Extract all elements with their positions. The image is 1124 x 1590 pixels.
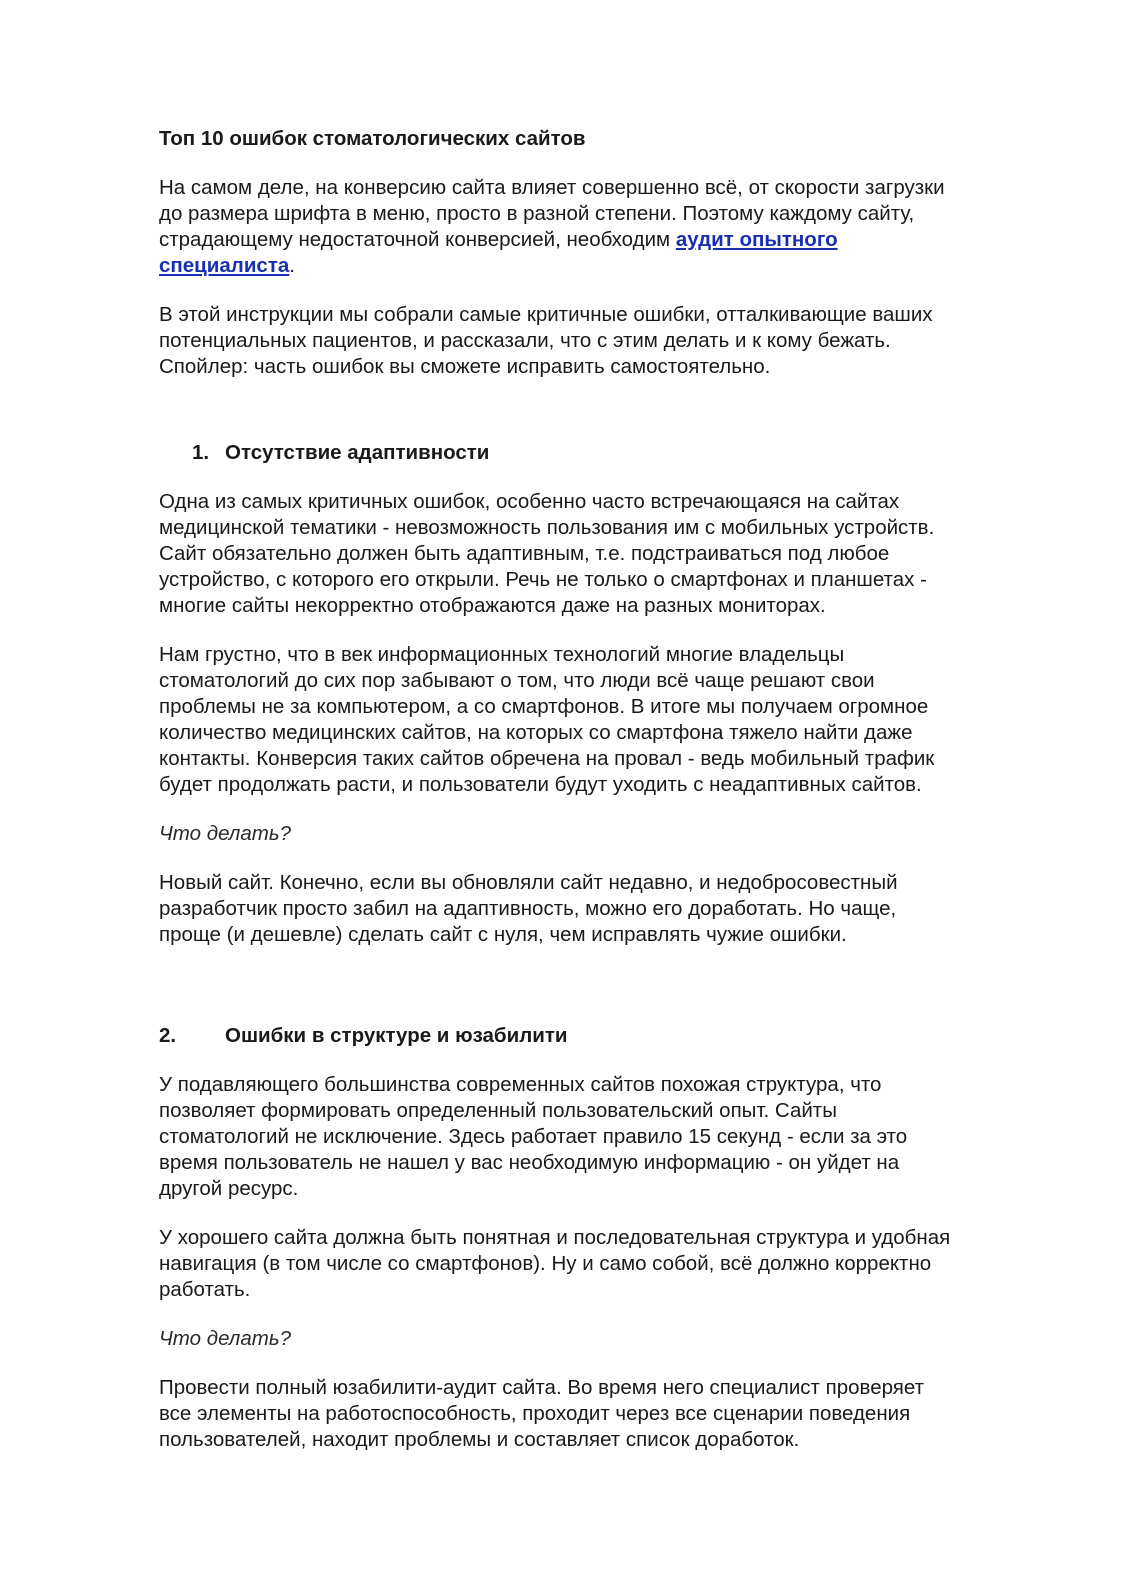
text-line: В этой инструкции мы собрали самые критичные ошибки, отталкивающие ваших (159, 303, 933, 326)
audit-link[interactable]: аудит опытного (675, 228, 838, 251)
text-line: многие сайты некорректно отображаются даже на разных мониторах. (159, 594, 826, 617)
text-line: навигация (в том числе со смартфонов). Ну и само собой, всё должно корректно (159, 1252, 932, 1275)
text-line: проблемы не за компьютером, а со смартфонов. В итоге мы получаем огромное (159, 695, 929, 718)
text-line: Новый сайт. Конечно, если вы обновляли сайт недавно, и недобросовестный (159, 871, 898, 894)
text-fragment: . (289, 254, 295, 277)
section-1-paragraph-1 (159, 489, 1059, 619)
text-line: Провести полный юзабилити-аудит сайта. Во время него специалист проверяет (159, 1376, 924, 1399)
text-line: Одна из самых критичных ошибок, особенно часто встречающаяся на сайтах (159, 490, 900, 513)
text-line: Спойлер: часть ошибок вы сможете исправить самостоятельно. (159, 355, 771, 378)
section-2-paragraph-1 (159, 1072, 1059, 1202)
text-line: У хорошего сайта должна быть понятная и последовательная структура и удобная (159, 1226, 951, 1249)
text-line: другой ресурс. (159, 1177, 299, 1200)
text-line: Сайт обязательно должен быть адаптивным, т.е. подстраиваться под любое (159, 542, 890, 565)
text-line: до размера шрифта в меню, просто в разной степени. Поэтому каждому сайту, (159, 202, 915, 225)
text-line: все элементы на работоспособность, проходит через все сценарии поведения (159, 1402, 911, 1425)
section-1-paragraph-3 (159, 870, 1059, 948)
text-line: пользователей, находит проблемы и составляет список доработок. (159, 1428, 800, 1451)
document-page (159, 126, 1059, 1476)
text-line: разработчик просто забил на адаптивность, можно его доработать. Но чаще, (159, 897, 897, 920)
intro-paragraph-1 (159, 175, 1059, 279)
intro-paragraph-2 (159, 302, 1059, 380)
text-line: стоматологий до сих пор забывают о том, что люди всё чаще решают свои (159, 669, 875, 692)
text-line: контакты. Конверсия таких сайтов обречена на провал - ведь мобильный трафик (159, 747, 935, 770)
text-line: У подавляющего большинства современных сайтов похожая структура, что (159, 1073, 882, 1096)
section-title: Отсутствие адаптивности (225, 441, 490, 464)
text-line: работать. (159, 1278, 251, 1301)
text-line: количество медицинских сайтов, на которых со смартфона тяжело найти даже (159, 721, 913, 744)
text-line (159, 253, 1059, 279)
text-line: потенциальных пациентов, и рассказали, что с этим делать и к кому бежать. (159, 329, 891, 352)
section-title: Ошибки в структуре и юзабилити (225, 1024, 568, 1047)
text-line: устройство, с которого его открыли. Речь не только о смартфонах и планшетах - (159, 568, 927, 591)
section-2-paragraph-2 (159, 1225, 1059, 1303)
text-line: Нам грустно, что в век информационных технологий многие владельцы (159, 643, 845, 666)
section-2-paragraph-3 (159, 1375, 1059, 1453)
audit-link-continued[interactable]: специалиста (159, 254, 290, 277)
section-1-paragraph-2 (159, 642, 1059, 798)
section-number: 1. (192, 441, 210, 464)
section-2-heading (159, 1023, 1059, 1049)
section-1-heading (159, 440, 1059, 466)
text-line: медицинской тематики - невозможность пользования им с мобильных устройств. (159, 516, 935, 539)
text-line: На самом деле, на конверсию сайта влияет совершенно всё, от скорости загрузки (159, 176, 945, 199)
text-fragment: страдающему недостаточной конверсией, необходим (159, 228, 676, 251)
text-line: время пользователь не нашел у вас необходимую информацию - он уйдет на (159, 1151, 900, 1174)
text-line: позволяет формировать определенный пользовательский опыт. Сайты (159, 1099, 837, 1122)
section-number: 2. (159, 1024, 177, 1047)
text-line (159, 227, 1059, 253)
text-line: проще (и дешевле) сделать сайт с нуля, чем исправлять чужие ошибки. (159, 923, 847, 946)
document-title: Топ 10 ошибок стоматологических сайтов (159, 127, 586, 150)
text-line: будет продолжать расти, и пользователи будут уходить с неадаптивных сайтов. (159, 773, 922, 796)
section-1-what-to-do: Что делать? (159, 822, 292, 845)
text-line: стоматологий не исключение. Здесь работает правило 15 секунд - если за это (159, 1125, 908, 1148)
section-2-what-to-do: Что делать? (159, 1327, 292, 1350)
